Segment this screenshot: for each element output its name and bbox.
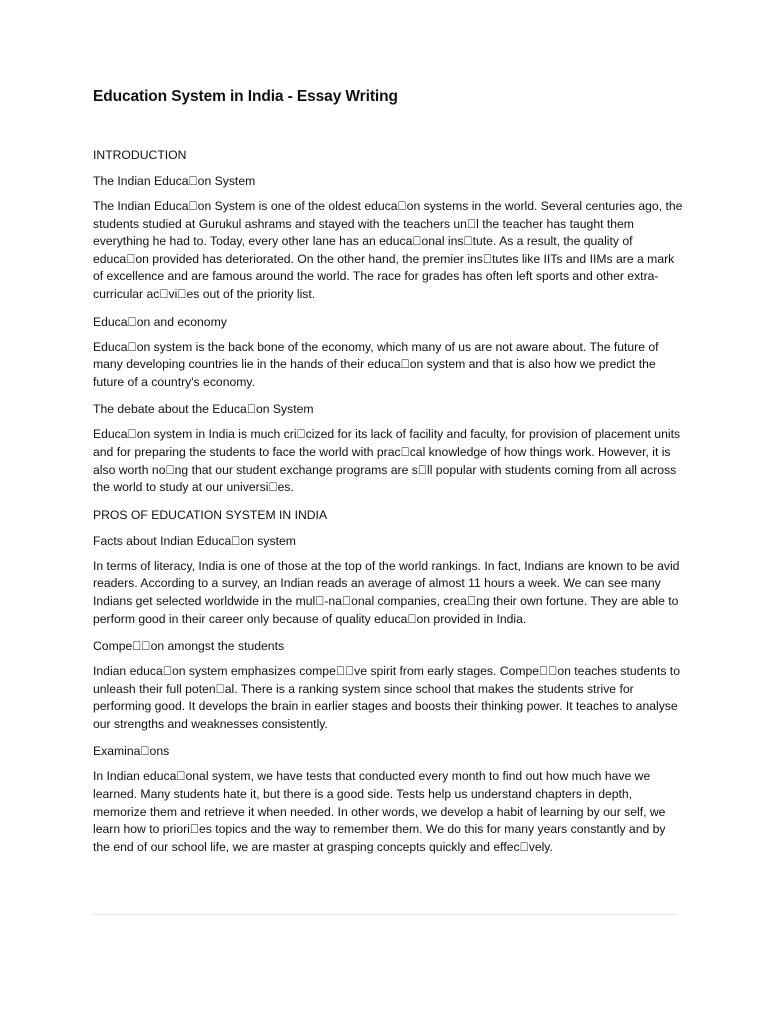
section-heading-debate: The debate about the Educa on System <box>93 402 314 417</box>
section-heading-facts: Facts about Indian Educa on system <box>93 533 296 548</box>
paragraph-examinations: In Indian educa onal system, we have tests that conducted every month to find out how much have we learned. Many students hate it, but there is a good side. Tests help us understand chapters in depth, memorize them and retrieve it when needed. In other words, we develop a habit of learning by our self, we learn how to priori es topics and the way to remember them. We do this for many years constantly and by the end of our school life, we are master at grasping concepts quickly and effec vely. <box>93 769 666 854</box>
document-title: Education System in India - Essay Writing <box>93 88 398 105</box>
section-heading-examinations: Examina ons <box>93 744 170 759</box>
paragraph-facts: In terms of literacy, India is one of those at the top of the world rankings. In fact, Indians are known to be avid readers. According to a survey, an Indian reads an average of almost 11 hours a week. We can see many Indians get selected worldwide in the mul -na onal companies, crea ng their own fortune. They are able to perform good in their career only because of quality educa on provided in India. <box>93 558 680 626</box>
section-heading-pros: PROS OF EDUCATION SYSTEM IN INDIA <box>93 507 328 522</box>
page-bottom-divider <box>93 914 677 915</box>
paragraph-education-and-economy: Educa on system is the back bone of the economy, which many of us are not aware about. The future of many developing countries lie in the hands of their educa on system and that is also how we predict the future of a country's economy. <box>93 339 659 389</box>
paragraph-competition: Indian educa on system emphasizes compe  ve spirit from early stages. Compe  on teaches students to unleash their full poten al. There is a ranking system since school that makes the students strive for performing good. It develops the brain in earlier stages and boosts their thinking power. It teaches to analyse our strengths and weaknesses consistently. <box>93 664 680 731</box>
section-heading-education-and-economy: Educa on and economy <box>93 314 227 329</box>
paragraph-debate: Educa on system in India is much cri cized for its lack of facility and faculty, for provision of placement units and for preparing the students to face the world with prac cal knowledge of how things work. However, it is also worth no ng that our student exchange programs are s ll popular with students coming from all across the world to study at our universi es. <box>93 427 681 495</box>
paragraph-indian-education-system: The Indian Educa on System is one of the oldest educa on systems in the world. Several centuries ago, the students studied at Gurukul ashrams and stayed with the teachers un l the teacher has taught them everything he had to. Today, every other lane has an educa onal ins tute. As a result, the quality of educa on provided has deteriorated. On the other hand, the premier ins tutes like IITs and IIMs are a mark of excellence and are famous around the world. The race for grades has often left sports and other extra-curricular ac vi es out of the priority list. <box>93 199 683 301</box>
section-heading-indian-education-system: The Indian Educa on System <box>93 174 256 188</box>
document-page <box>93 86 683 865</box>
section-heading-competition: Compe  on amongst the students <box>93 639 285 654</box>
section-heading-introduction: INTRODUCTION <box>93 148 187 162</box>
